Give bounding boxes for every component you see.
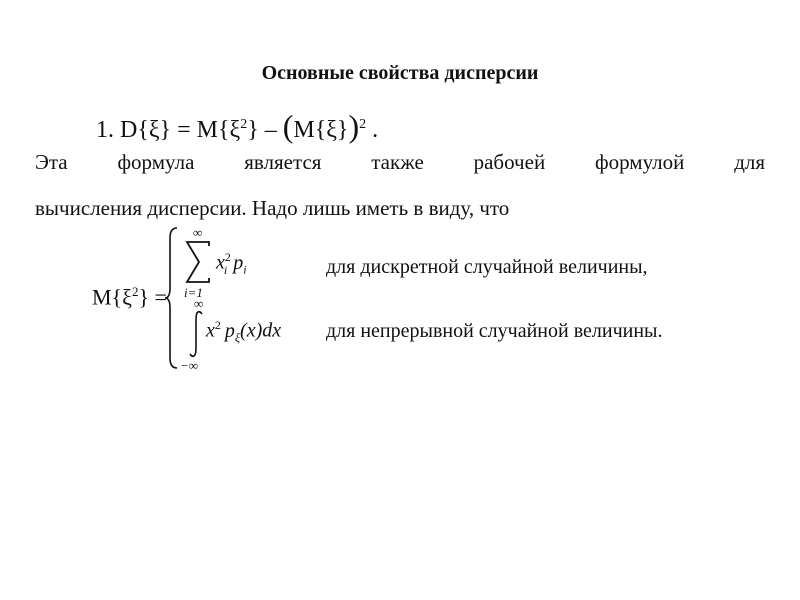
- formula-lhs: D{ξ}: [120, 117, 172, 143]
- formula-term2: M{ξ}: [293, 117, 349, 143]
- sum-icon: [184, 240, 212, 284]
- integral-lower-limit: −∞: [180, 358, 199, 373]
- integral-upper-limit: ∞: [194, 296, 204, 311]
- case-continuous-label: для непрерывной случайной величины.: [326, 320, 663, 342]
- word: рабочей: [473, 150, 546, 174]
- formula-term1-close: }: [247, 117, 259, 143]
- formula-exponent: 2: [240, 117, 248, 132]
- word: также: [371, 150, 424, 174]
- paragraph-line-1: [35, 150, 765, 175]
- sum-lower-limit: i=1: [184, 285, 203, 300]
- word: формула: [117, 150, 195, 174]
- word: является: [244, 150, 322, 174]
- lhs-suffix: } =: [138, 284, 167, 310]
- left-brace-icon: [164, 226, 178, 370]
- formula-exponent-2: 2: [359, 117, 367, 132]
- formula-end: .: [372, 117, 379, 143]
- formula-term1: M{ξ: [196, 117, 241, 143]
- formula-equals: =: [177, 117, 191, 143]
- integral-expression: $x^2$ $p_\xi(x)dx$: [206, 318, 282, 345]
- word: формулой: [595, 150, 685, 174]
- case-discrete-label: для дискретной случайной величины,: [326, 256, 648, 278]
- integral-icon: [186, 310, 206, 358]
- formula-minus: –: [264, 117, 277, 143]
- lhs-prefix: M{ξ: [92, 284, 132, 310]
- word: для: [734, 150, 766, 174]
- word: Эта: [35, 150, 68, 174]
- sum-upper-limit: ∞: [193, 225, 203, 240]
- formula-paren-open: (: [282, 108, 294, 144]
- lhs-exponent: 2: [131, 284, 139, 299]
- page-title: Основные свойства дисперсии: [261, 62, 539, 84]
- formula-paren-close: ): [348, 108, 360, 144]
- paragraph-line-2: вычисления дисперсии. Надо лишь иметь в виду, что: [35, 196, 510, 220]
- formula-expectation-lhs: [92, 284, 167, 310]
- formula-variance-definition: [96, 108, 378, 145]
- formula-number: 1.: [96, 117, 114, 143]
- sum-expression: $x^2_i$ $p_i$: [216, 250, 247, 277]
